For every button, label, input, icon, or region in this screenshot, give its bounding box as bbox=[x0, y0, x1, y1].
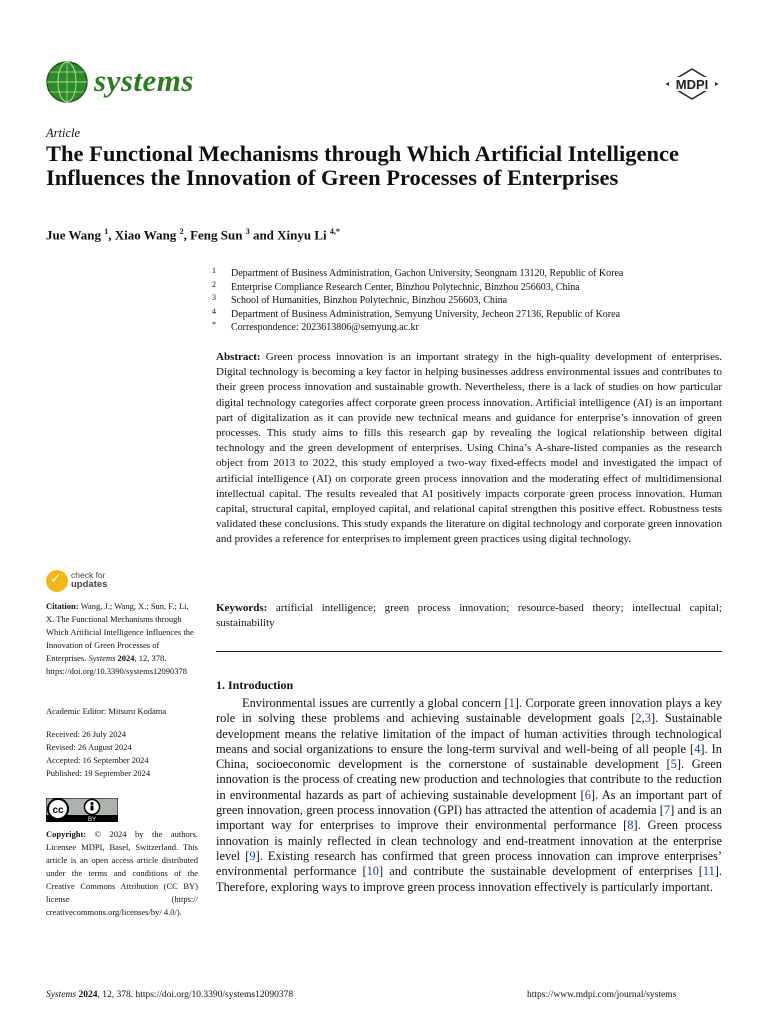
reference-link[interactable]: 11 bbox=[702, 864, 715, 879]
author-affiliation-mark: 2 bbox=[179, 227, 184, 236]
author-name: Xiao Wang bbox=[114, 227, 177, 243]
copyright-notice bbox=[46, 828, 198, 919]
keywords-text: artificial intelligence; green process innovation; resource-based theory; intellectual capital; sustainability bbox=[216, 602, 722, 630]
author-affiliation-mark: 1 bbox=[104, 227, 109, 236]
journal-globe-logo-icon bbox=[46, 61, 88, 103]
affiliation-text: School of Humanities, Binzhou Polytechnic, Binzhou 256603, China bbox=[231, 295, 508, 306]
reference-link[interactable]: 4 bbox=[694, 741, 701, 756]
revised-date: Revised: 26 August 2024 bbox=[46, 742, 132, 752]
author-name: Xinyu Li bbox=[277, 227, 327, 243]
affiliation-text: Department of Business Administration, Semyung University, Jecheon 27136, Republic of Korea bbox=[231, 308, 621, 320]
body-text: ]. Therefore, exploring ways to improve green process innovation effectively is particularly important. bbox=[216, 864, 722, 894]
footer-citation bbox=[46, 990, 293, 1000]
footer-journal-url[interactable]: https://www.mdpi.com/journal/systems bbox=[527, 990, 677, 1000]
reference-link[interactable]: 7 bbox=[663, 803, 671, 818]
keywords bbox=[216, 601, 722, 631]
footer-doi[interactable]: , 12, 378. https://doi.org/10.3390/systems12090378 bbox=[97, 990, 294, 1000]
academic-editor: Academic Editor: Mitsuru Kodama bbox=[46, 706, 167, 716]
body-text: ]. As an important part of green innovation, green process innovation (GPI) has attracted the attention of academia [ bbox=[216, 787, 722, 818]
checkmark-icon: ✓ bbox=[50, 571, 62, 587]
published-date: Published: 19 September 2024 bbox=[46, 768, 151, 778]
author-name: Feng Sun bbox=[190, 227, 243, 243]
body-text: ]. In China, socioeconomic development is the cornerstone of sustainable development [ bbox=[216, 741, 722, 772]
body-text: , bbox=[641, 711, 645, 726]
author-affiliation-mark: 4,* bbox=[329, 227, 340, 236]
svg-text:cc: cc bbox=[52, 805, 64, 816]
reference-link[interactable]: 9 bbox=[249, 848, 256, 863]
body-text: ]. Corporate green innovation plays a key role in solving these problems and achieving sustainable development goals [ bbox=[216, 696, 722, 726]
citation-block bbox=[46, 600, 198, 678]
body-text: ]. Green process innovation is mainly reflected in clean technology and end-treatment innovation at the enterprise level [ bbox=[216, 818, 722, 863]
body-text: ] and contribute the sustainable development of enterprises [ bbox=[379, 864, 703, 879]
affiliation-text: Enterprise Compliance Research Center, Binzhou Polytechnic, Binzhou 256603, China bbox=[231, 281, 580, 293]
citation-doi[interactable]: , 12, 378. https://doi.org/10.3390/systems12090378 bbox=[46, 653, 188, 676]
affiliation-number: 1 bbox=[212, 266, 216, 275]
affiliation-number: 3 bbox=[212, 293, 216, 302]
abstract-text: Green process innovation is an important strategy in the high-quality development of enterprises. Digital technology is becoming a key factor in helping businesses address environmental issues and contributes to their green process innovation and sustainable growth. Nevertheless, there is a lack of studies on how particular digital technology categories affect corporate green process innovation. Artificial intelligence (AI) is an important part of digitalization as it can provide new technical means and guidance for enterprise’s innovation of green processes. This study aims to fills this research gap by revealing the logical relationship between digital technology and the green development of enterprises. Using China’s A-share-listed companies as the research object from 2013 to 2022, this study employed a two-way fixed-effects model and investigated the impact of artificial intelligence (AI) on corporate green process innovation and the moderating effect of multidimensional intellectual capital. The results revealed that AI positively impacts corporate green process innovation. Human capital, structural capital, employed capital, and relational capital strengthen this positive effect. Robustness tests validated these conclusions. This study expands the literature on digital technology and corporate green innovation and provides a reference for enterprises to implement green practices using digital technology. bbox=[216, 351, 722, 546]
affiliation-number: 2 bbox=[212, 279, 216, 289]
article-type: Article bbox=[46, 126, 81, 140]
accepted-date: Accepted: 16 September 2024 bbox=[46, 755, 149, 765]
affiliations bbox=[212, 267, 732, 335]
reference-link[interactable]: 1 bbox=[508, 696, 515, 710]
section-divider bbox=[216, 651, 722, 652]
mdpi-logo-text: MDPI bbox=[675, 77, 709, 92]
keywords-label: Keywords: bbox=[216, 602, 268, 614]
body-text: ]. Sustainable development means the relative limitation of the impact of human activities through technological means and social organizations to ensure the long-term survival and well-being of all people [ bbox=[216, 711, 722, 756]
affiliation-item bbox=[212, 294, 732, 308]
footer-year: 2024 bbox=[78, 990, 98, 1000]
mdpi-logo-icon bbox=[665, 68, 719, 100]
citation-label: Citation: bbox=[46, 601, 79, 611]
citation-year: 2024 bbox=[117, 653, 135, 663]
body-text: ] and is an important way for enterprises to improve their environmental performance [ bbox=[216, 803, 722, 833]
paper-title: The Functional Mechanisms through Which Artificial Intelligence Influences the Innovation of Green Processes of Enterprises bbox=[46, 141, 679, 190]
reference-link[interactable]: 3 bbox=[644, 711, 651, 726]
reference-link[interactable]: 5 bbox=[670, 757, 677, 772]
abstract bbox=[216, 350, 722, 548]
check-updates-line2[interactable]: updates bbox=[71, 579, 108, 590]
citation-journal: Systems bbox=[88, 653, 116, 663]
introduction-paragraph bbox=[216, 696, 722, 895]
section-heading-introduction: 1. Introduction bbox=[216, 678, 294, 692]
reference-link[interactable]: 2 bbox=[635, 711, 642, 726]
reference-link[interactable]: 8 bbox=[627, 818, 634, 833]
check-updates-line1[interactable]: check for bbox=[71, 570, 106, 580]
affiliation-text: Correspondence: 2023613806@semyung.ac.kr bbox=[231, 322, 419, 333]
affiliation-number: 4 bbox=[212, 306, 216, 316]
affiliation-item bbox=[212, 308, 732, 322]
reference-link[interactable]: 10 bbox=[366, 864, 379, 879]
author-name: Jue Wang bbox=[46, 227, 102, 243]
footer-journal: Systems bbox=[46, 990, 77, 1000]
reference-link[interactable]: 6 bbox=[584, 787, 591, 802]
affiliation-item bbox=[212, 281, 732, 295]
copyright-label: Copyright: bbox=[46, 829, 87, 839]
body-text: ]. Existing research has confirmed that green process innovation can improve enterprises’ environmental performance [ bbox=[216, 848, 722, 879]
affiliation-text: Department of Business Administration, Gachon University, Seongnam 13120, Republic of Korea bbox=[231, 268, 624, 279]
author-affiliation-mark: 3 bbox=[245, 227, 250, 236]
publication-dates bbox=[46, 728, 198, 780]
journal-name: systems bbox=[94, 63, 194, 98]
abstract-label: Abstract: bbox=[216, 351, 261, 363]
affiliation-item bbox=[212, 321, 732, 335]
body-text: ]. Green innovation is the process of creating new production and technologies that contribute to the reduction in environmental hazards as part of achieving sustainable development [ bbox=[216, 757, 722, 802]
received-date: Received: 26 July 2024 bbox=[46, 729, 127, 739]
cc-by-license-icon[interactable] bbox=[46, 798, 118, 822]
body-text: Environmental issues are currently a global concern [ bbox=[242, 696, 509, 710]
affiliation-item bbox=[212, 267, 732, 281]
copyright-text: © 2024 by the authors. Licensee MDPI, Basel, Switzerland. This article is an open access article distributed under the terms and conditions of the Creative Commons Attribution (CC BY) license (https:// creativecommons.org/licenses/by/ 4.0/). bbox=[46, 829, 199, 917]
author-list: Jue Wang $^1$, Xiao Wang $^2$, Feng Sun $^3$ and Xinyu Li $^{4,*}$ bbox=[46, 227, 340, 243]
citation-text: Wang, J.; Wang, X.; Sun, F.; Li, X. The Functional Mechanisms through Which Artificial Intelligence Influences the Innovation of Green Processes of Enterprises. bbox=[46, 601, 194, 663]
affiliation-number: * bbox=[212, 320, 216, 329]
cc-by-label: BY bbox=[87, 817, 97, 822]
